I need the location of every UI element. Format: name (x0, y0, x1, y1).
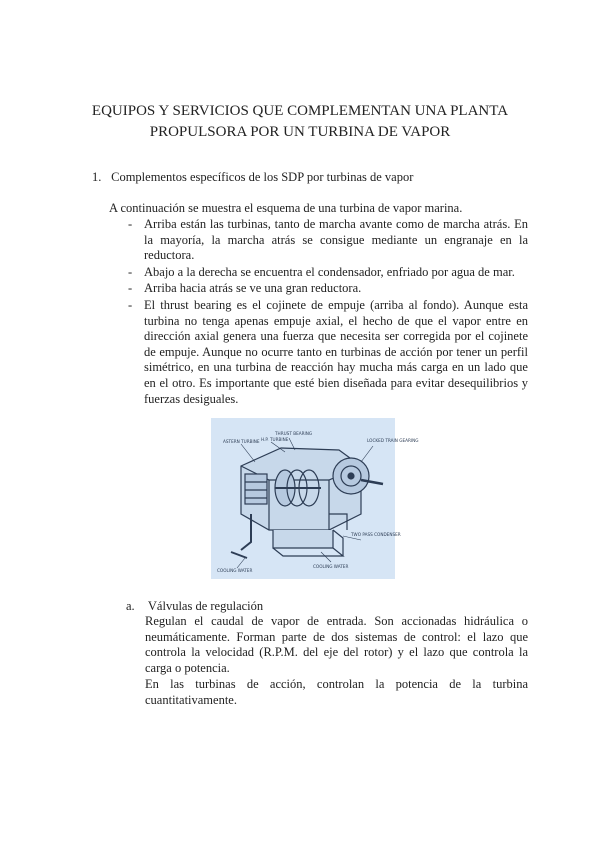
label-hp-turbine: H.P. TURBINE (261, 437, 289, 442)
turbine-diagram-drawing (211, 418, 419, 579)
section-intro: A continuación se muestra el esquema de una turbina de vapor marina. (109, 201, 463, 215)
label-cooling-water-left: COOLING WATER (217, 568, 253, 573)
bullet-marker: - (128, 217, 133, 231)
bullet-marker: - (128, 264, 133, 279)
bullet-text: Arriba están las turbinas, tanto de marcha avante como de marcha atrás. En la mayoría, la marcha atrás se consigue mediante un engranaje en la reductora. (144, 217, 528, 263)
bullet-text: El thrust bearing es el cojinete de empuje (arriba al fondo). Aunque esta turbina no tenga apenas empuje axial, el hecho de que el vapor entre en dirección axial genera una fuerza que necesita ser corregida por el cojinete de empuje. Aunque no ocurre tanto en turbinas de acción por tener un perfil simétrico, en una turbina de reacción hay mucha más carga en un lado que en el otro. Es importante que esté bien diseñada para evitar desequilibrios y fuerzas desiguales. (144, 297, 528, 406)
title-line-2: PROPULSORA POR UN TURBINA DE VAPOR (149, 124, 451, 140)
section-number: 1. (92, 170, 102, 184)
paragraph: Regulan el caudal de vapor de entrada. Son accionadas hidráulica o neumáticamente. Forman parte de dos sistemas de control: el lazo que controla la velocidad (R.P.M. del eje del rotor) y el lazo que controla la carga o potencia. (145, 614, 528, 675)
subsection-heading (126, 599, 263, 614)
bullet-marker: - (128, 297, 133, 312)
bullet-text: Abajo a la derecha se encuentra el condensador, enfriado por agua de mar. (144, 264, 515, 279)
bullet-text: Arriba hacia atrás se ve una gran reductora. (144, 281, 362, 296)
subsection-body (145, 614, 528, 710)
bullet-list (126, 217, 528, 408)
paragraph: En las turbinas de acción, controlan la potencia de la turbina cuantitativamente. (145, 677, 528, 707)
label-locked-train-gearing: LOCKED TRAIN GEARING (367, 438, 419, 443)
page-title (60, 101, 540, 143)
label-cooling-water: COOLING WATER (313, 564, 349, 569)
list-item (126, 281, 528, 297)
list-item (126, 265, 528, 281)
label-condenser: TWO PASS CONDENSER (351, 532, 401, 537)
title-line-1: EQUIPOS Y SERVICIOS QUE COMPLEMENTAN UNA PLANTA (91, 103, 509, 119)
label-thrust-bearing: THRUST BEARING (275, 431, 313, 436)
turbine-diagram-image (211, 418, 419, 579)
label-astern-turbine: ASTERN TURBINE (223, 439, 260, 444)
subsection-letter: a. (126, 599, 135, 613)
section-heading-text: Complementos específicos de los SDP por turbinas de vapor (111, 170, 414, 184)
subsection-heading-text: Válvulas de regulación (147, 599, 264, 613)
list-item (126, 298, 528, 407)
list-item (126, 217, 528, 264)
bullet-marker: - (128, 281, 133, 296)
section-heading (92, 170, 413, 185)
